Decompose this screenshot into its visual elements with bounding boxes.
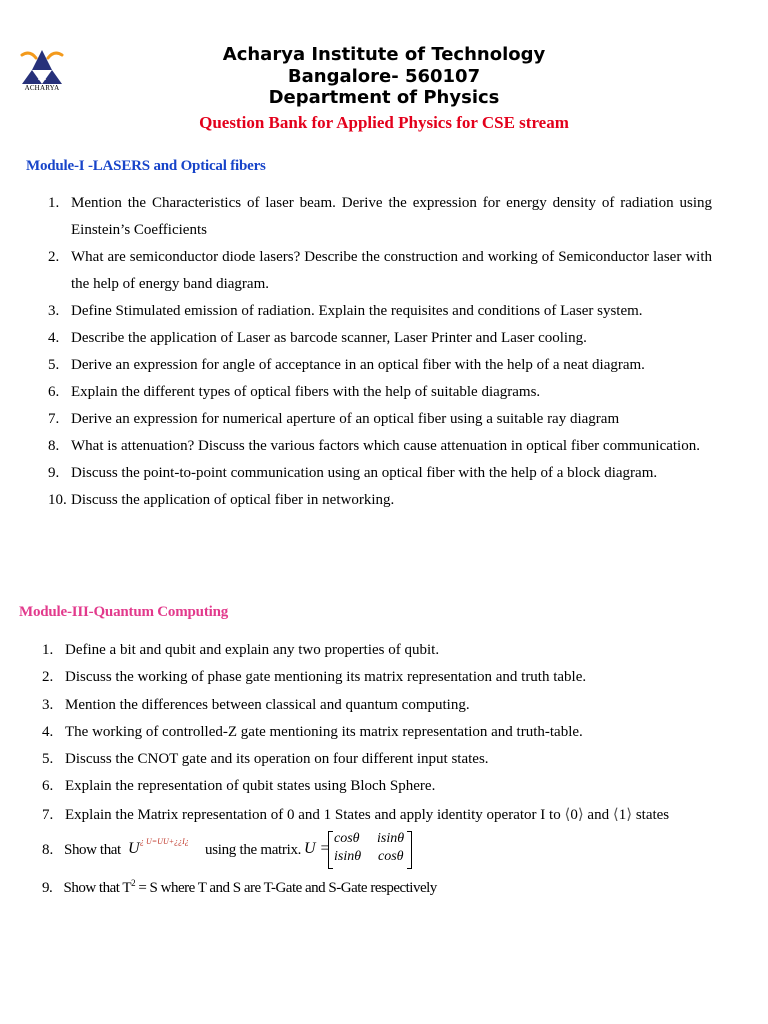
module-3-title: Module-III-Quantum Computing [19, 604, 229, 620]
institute-city: Bangalore- 560107 [287, 65, 481, 87]
list-item: 6. Explain the representation of qubit states using Bloch Sphere. [42, 778, 436, 794]
list-item: 7. Derive an expression for numerical aperture of an optical fiber using a suitable ray diagram [48, 411, 620, 427]
list-item: 5. Discuss the CNOT gate and its operation on four different input states. [42, 751, 489, 767]
list-item: 10. Discuss the application of optical fiber in networking. [48, 492, 395, 508]
matrix-bracket: cosθ isinθ isinθ cosθ [328, 831, 412, 869]
list-item: 1. Define a bit and qubit and explain any two properties of qubit. [42, 642, 440, 658]
list-item: 4. The working of controlled-Z gate mentioning its matrix representation and truth-table. [42, 724, 583, 740]
list-item: 1. Mention the Characteristics of laser beam. Derive the expression for energy density of radiation using Einstein’s Coefficients [48, 195, 712, 238]
module-3-question-list [42, 637, 742, 830]
list-item: 6. Explain the different types of optical fibers with the help of suitable diagrams. [48, 384, 541, 400]
list-item: 5. Derive an expression for angle of acceptance in an optical fiber with the help of a neat diagram. [48, 357, 645, 373]
list-item: 9. Discuss the point-to-point communication using an optical fiber with the help of a block diagram. [48, 465, 658, 481]
department-name: Department of Physics [268, 87, 500, 108]
question-9: 9. Show that $T^2 = S$ where T and S are T-Gate and S-Gate respectively [42, 878, 437, 896]
ket-0: 0 [570, 807, 578, 823]
list-item: 4. Describe the application of Laser as barcode scanner, Laser Printer and Laser cooling. [48, 330, 587, 346]
garbled-equation: ¿ U=UU+¿¿I¿ [140, 837, 189, 846]
list-item: 3. Mention the differences between classical and quantum computing. [42, 697, 470, 713]
list-item: 3. Define Stimulated emission of radiation. Explain the requisites and conditions of Laser system. [48, 303, 643, 319]
document-header [0, 44, 768, 134]
logo-label: ACHARYA [24, 84, 60, 92]
list-item: 7. Explain the Matrix representation of 0 and 1 States and apply identity operator I to ⟨0⟩ and ⟨1⟩ states [42, 807, 670, 823]
module-1-title: Module-I -LASERS and Optical fibers [26, 158, 266, 174]
list-item: 2. Discuss the working of phase gate mentioning its matrix representation and truth table. [42, 669, 587, 685]
list-item: 8. What is attenuation? Discuss the various factors which cause attenuation in optical fiber communication. [48, 438, 700, 454]
document-subtitle: Question Bank for Applied Physics for CSE stream [199, 112, 569, 132]
module-1-question-list [48, 190, 712, 514]
institute-name: Acharya Institute of Technology [222, 44, 546, 65]
ket-1: 1 [618, 807, 627, 823]
list-item: 2. What are semiconductor diode lasers? Describe the construction and working of Semiconductor laser with the help of energy band diagram. [48, 249, 712, 292]
question-8: 8. Show that U ¿ U=UU+¿¿I¿ using the matrix. U = cosθ isinθ isinθ cosθ [42, 828, 462, 872]
